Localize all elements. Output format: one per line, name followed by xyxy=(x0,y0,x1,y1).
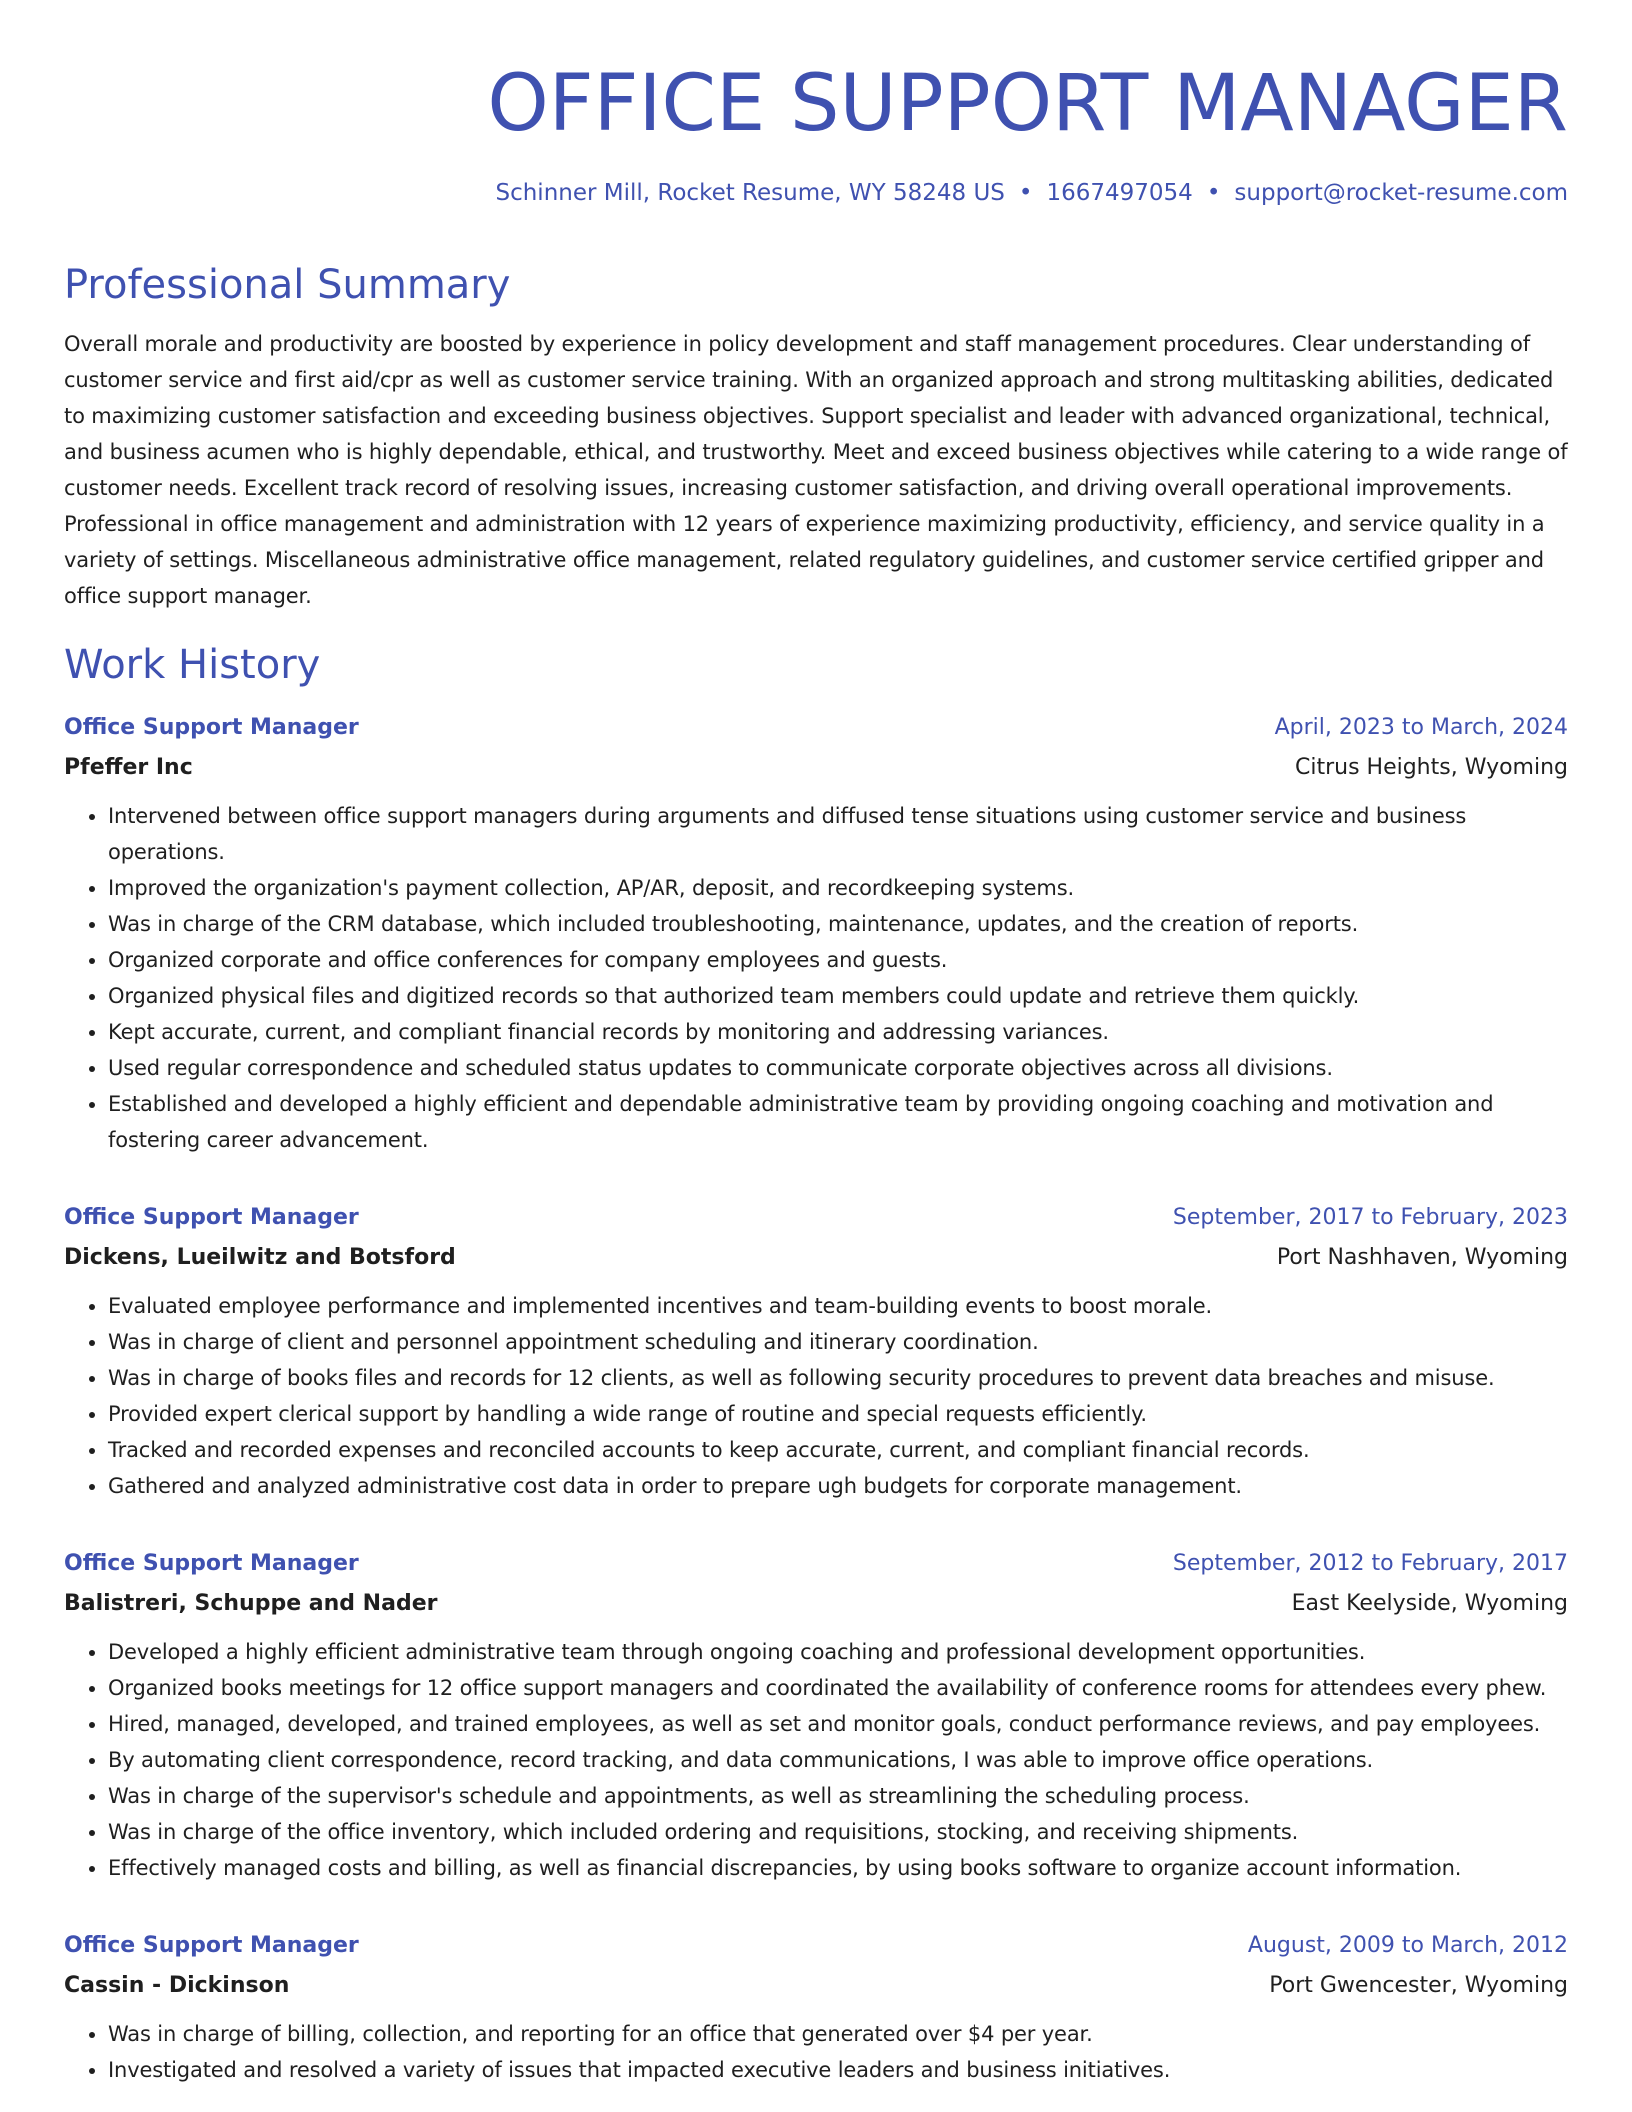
job-header xyxy=(64,708,1568,748)
job-subheader xyxy=(64,1584,1568,1624)
job-entry xyxy=(64,1926,1568,2088)
contact-phone: 1667497054 xyxy=(1046,180,1193,206)
contact-line xyxy=(64,176,1568,210)
job-location: Port Gwencester, Wyoming xyxy=(1269,1973,1568,1998)
job-dates: September, 2012 to February, 2017 xyxy=(1172,1551,1568,1576)
job-subheader xyxy=(64,1238,1568,1278)
duty-item: • Was in charge of client and personnel appointment scheduling and itinerary coordination. xyxy=(108,1324,1568,1360)
job-company: Pfeffer Inc xyxy=(64,755,193,780)
contact-email: support@rocket-resume.com xyxy=(1234,180,1568,206)
job-duties-list xyxy=(64,798,1568,1158)
job-entry xyxy=(64,1544,1568,1886)
duty-item: • Kept accurate, current, and compliant financial records by monitoring and addressing variances. xyxy=(108,1014,1568,1050)
duty-item: • Investigated and resolved a variety of issues that impacted executive leaders and business initiatives. xyxy=(108,2052,1568,2088)
duty-item: • Was in charge of books files and records for 12 clients, as well as following security procedures to prevent data breaches and misuse. xyxy=(108,1360,1568,1396)
duty-item: • Was in charge of the CRM database, which included troubleshooting, maintenance, updates, and the creation of reports. xyxy=(108,906,1568,942)
duty-item: • Was in charge of the supervisor's schedule and appointments, as well as streamlining the scheduling process. xyxy=(108,1778,1568,1814)
duty-item: • Established and developed a highly efficient and dependable administrative team by providing ongoing coaching and motivation and fostering career advancement. xyxy=(108,1086,1568,1158)
job-company: Dickens, Lueilwitz and Botsford xyxy=(64,1245,456,1270)
summary-text: Overall morale and productivity are boosted by experience in policy development and staff management procedures. Clear understanding of customer service and first aid/cpr as well as customer service training. With an organized approach and strong multitasking abilities, dedicated to maximizing customer satisfaction and exceeding business objectives. Support specialist and leader with advanced organizational, technical, and business acumen who is highly dependable, ethical, and trustworthy. Meet and exceed business objectives while catering to a wide range of customer needs. Excellent track record of resolving issues, increasing customer satisfaction, and driving overall operational improvements. Professional in office management and administration with 12 years of experience maximizing productivity, efficiency, and service quality in a variety of settings. Miscellaneous administrative office management, related regulatory guidelines, and customer service certified gripper and office support manager. xyxy=(64,332,1568,608)
job-entry xyxy=(64,1198,1568,1504)
job-title: Office Support Manager xyxy=(64,1205,359,1230)
contact-address: Schinner Mill, Rocket Resume, WY 58248 US xyxy=(495,180,1005,206)
job-entry xyxy=(64,708,1568,1158)
job-location: Citrus Heights, Wyoming xyxy=(1294,755,1568,780)
contact-separator: • xyxy=(1206,180,1221,206)
job-title: Office Support Manager xyxy=(64,715,359,740)
job-header xyxy=(64,1926,1568,1966)
work-history-heading: Work History xyxy=(64,642,321,688)
job-duties-list xyxy=(64,1288,1568,1504)
job-company: Cassin - Dickinson xyxy=(64,1973,290,1998)
job-duties-list xyxy=(64,2016,1568,2088)
job-company: Balistreri, Schuppe and Nader xyxy=(64,1591,438,1616)
duty-item: • Effectively managed costs and billing, as well as financial discrepancies, by using books software to organize account information. xyxy=(108,1850,1568,1886)
job-subheader xyxy=(64,748,1568,788)
summary-heading: Professional Summary xyxy=(64,262,511,308)
job-location: East Keelyside, Wyoming xyxy=(1291,1591,1568,1616)
job-title: Office Support Manager xyxy=(64,1933,359,1958)
duty-item: • Developed a highly efficient administrative team through ongoing coaching and professional development opportunities. xyxy=(108,1634,1568,1670)
job-header xyxy=(64,1198,1568,1238)
duty-item: • Organized physical files and digitized records so that authorized team members could update and retrieve them quickly. xyxy=(108,978,1568,1014)
job-duties-list xyxy=(64,1634,1568,1886)
job-header xyxy=(64,1544,1568,1584)
duty-item: • Was in charge of billing, collection, and reporting for an office that generated over $4 per year. xyxy=(108,2016,1568,2052)
duty-item: • Improved the organization's payment collection, AP/AR, deposit, and recordkeeping systems. xyxy=(108,870,1568,906)
duty-item: • By automating client correspondence, record tracking, and data communications, I was able to improve office operations. xyxy=(108,1742,1568,1778)
duty-item: • Organized books meetings for 12 office support managers and coordinated the availability of conference rooms for attendees every phew. xyxy=(108,1670,1568,1706)
job-dates: September, 2017 to February, 2023 xyxy=(1172,1205,1568,1230)
resume-title: OFFICE SUPPORT MANAGER xyxy=(487,59,1568,149)
duty-item: • Tracked and recorded expenses and reconciled accounts to keep accurate, current, and compliant financial records. xyxy=(108,1432,1568,1468)
duty-item: • Provided expert clerical support by handling a wide range of routine and special requests efficiently. xyxy=(108,1396,1568,1432)
job-subheader xyxy=(64,1966,1568,2006)
duty-item: • Gathered and analyzed administrative cost data in order to prepare ugh budgets for corporate management. xyxy=(108,1468,1568,1504)
duty-item: • Was in charge of the office inventory, which included ordering and requisitions, stocking, and receiving shipments. xyxy=(108,1814,1568,1850)
job-dates: April, 2023 to March, 2024 xyxy=(1274,715,1568,740)
job-location: Port Nashhaven, Wyoming xyxy=(1276,1245,1568,1270)
duty-item: • Organized corporate and office conferences for company employees and guests. xyxy=(108,942,1568,978)
duty-item: • Hired, managed, developed, and trained employees, as well as set and monitor goals, conduct performance reviews, and pay employees. xyxy=(108,1706,1568,1742)
duty-item: • Intervened between office support managers during arguments and diffused tense situations using customer service and business operations. xyxy=(108,798,1568,870)
duty-item: • Evaluated employee performance and implemented incentives and team-building events to boost morale. xyxy=(108,1288,1568,1324)
resume-page xyxy=(64,0,1568,2088)
job-title: Office Support Manager xyxy=(64,1551,359,1576)
duty-item: • Used regular correspondence and scheduled status updates to communicate corporate objectives across all divisions. xyxy=(108,1050,1568,1086)
job-dates: August, 2009 to March, 2012 xyxy=(1247,1933,1568,1958)
contact-separator: • xyxy=(1018,180,1033,206)
